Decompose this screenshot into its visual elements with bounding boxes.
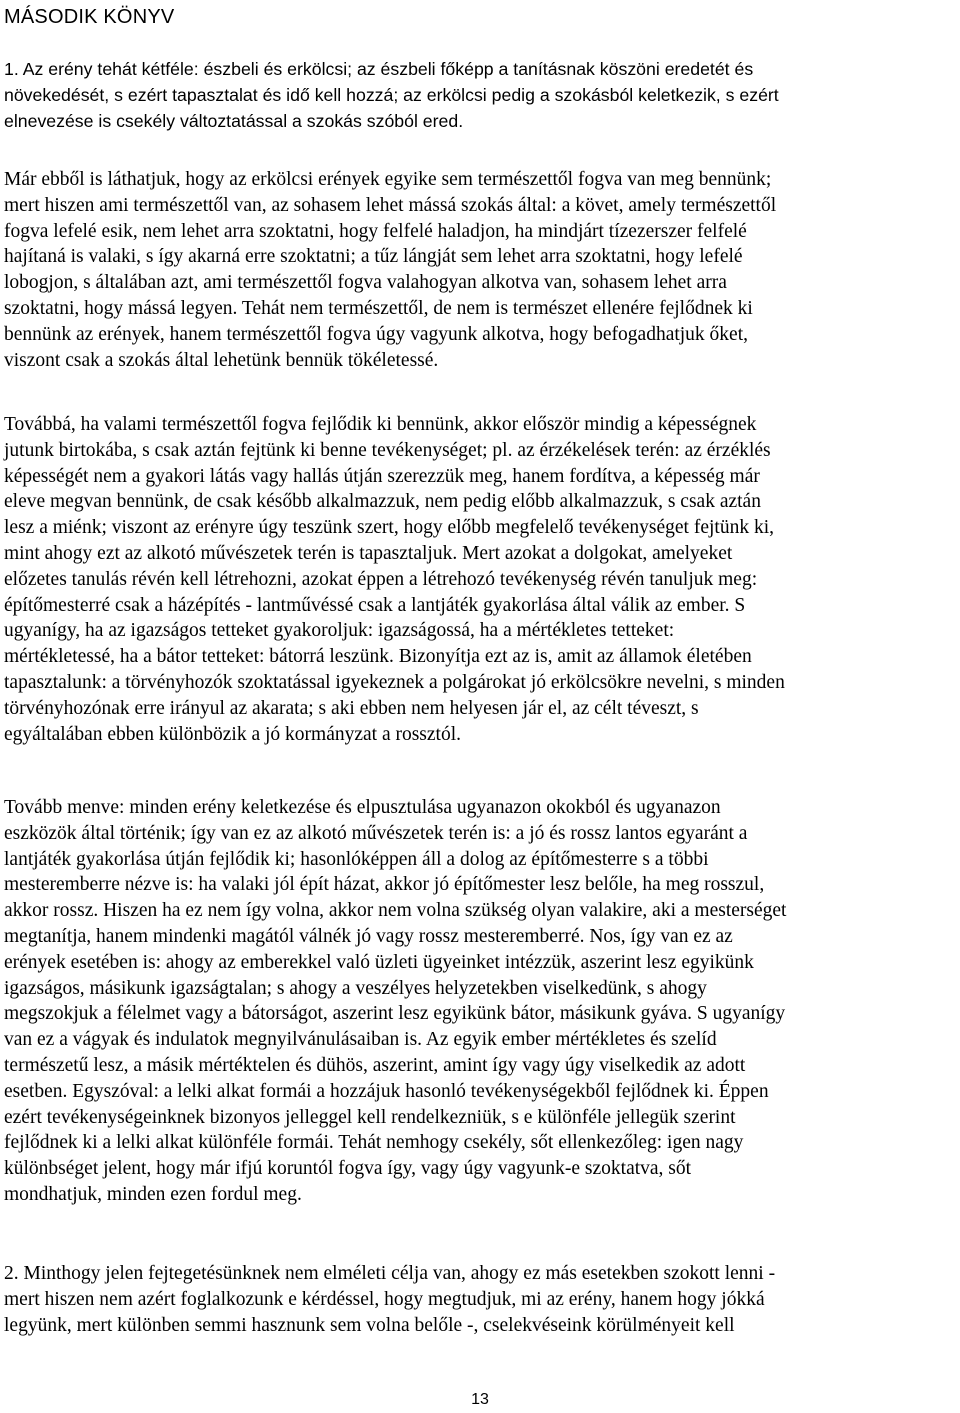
text-line: építőmesterré csak a házépítés - lantművéssé csak a lantjáték gyakorlása által válik az ember. S [4,594,746,616]
page-number: 13 [471,1391,489,1408]
paragraph-3 [4,412,785,747]
text-line: mert hiszen nem azért foglalkozunk e kérdéssel, hogy megtudjuk, mi az erény, hanem hogy jókká [4,1288,765,1310]
paragraph-5 [4,1261,775,1338]
text-line: bennünk az erények, hanem természettől fogva úgy vagyunk alkotva, hogy befogadhatjuk őket, [4,323,749,345]
text-line: Már ebből is láthatjuk, hogy az erkölcsi erények egyike sem természettől fogva van meg bennünk; [4,169,772,190]
text-line: fogva lefelé esik, nem lehet arra szoktatni, hogy felfelé haladjon, ha mindjárt tízezerszer felfelé [4,220,747,242]
text-line: van ez a vágyak és indulatok megnyilvánulásaiban is. Az egyik ember mértékletes és szelíd [4,1029,717,1051]
text-line: egyáltalában ebben különbözik a jó kormányzat a rossztól. [4,723,462,745]
text-line: igazságos, másikunk igazságtalan; s ahogy a veszélyes helyzetekben viselkedünk, s ahogy [4,977,707,999]
text-line: mesteremberre nézve is: ha valaki jól épít házat, akkor jó építőmester lesz belőle, ha meg rosszul, [4,874,765,896]
text-line: erények esetében is: ahogy az emberekkel való üzleti ügyeinket intézzük, aszerint lesz egyikünk [4,951,754,973]
text-line: természetű lesz, a másik mértéktelen és dühös, aszerint, amint így vagy úgy viselkedik az adott [4,1054,746,1076]
paragraph-2 [4,167,776,373]
text-line: különbséget jelent, hogy már ifjú koruntól fogva így, vagy úgy vagyunk-e szoktatva, sőt [4,1158,692,1180]
text-line: tapasztalunk: a törvényhozók szoktatással igyekeznek a polgárokat jó erkölcsökre nevelni, s minden [4,671,785,693]
text-line: ugyanígy, ha az igazságos tetteket gyakoroljuk: igazságossá, ha a mértékletes tetteket: [4,620,675,642]
text-line: előzetes tanulás révén kell létrehozni, azokat éppen a létrehozó tevékenység révén tanuljuk meg: [4,568,758,590]
text-line: fejlődnek ki a lelki alkat különféle formái. Tehát nemhogy csekély, sőt ellenkezőleg: igen nagy [4,1132,744,1154]
text-line: mint ahogy ezt az alkotó művészetek terén is tapasztaljuk. Mert azokat a dolgokat, amelyeket [4,542,733,564]
text-line: legyünk, mert különben semmi hasznunk sem volna belőle -, cselekvéseink körülményeit kell [4,1314,735,1336]
paragraph-4 [4,795,786,1208]
text-line: megtanítja, hanem mindenki magától válnék jó vagy rossz mesteremberré. Nos, így van ez az [4,925,733,947]
text-line: növekedését, s ezért tapasztalat és idő kell hozzá; az erkölcsi pedig a szokásból keletkezik, s ezért [4,84,779,105]
text-line: törvényhozónak erre irányul az akarata; s aki ebben nem helyesen jár el, az célt téveszt, s [4,697,699,719]
text-line: elnevezése is csekély változtatással a szokás szóból ered. [4,110,464,131]
text-line: lesz a miénk; viszont az erényre úgy teszünk szert, hogy előbb megfelelő tevékenységet fejtünk ki, [4,517,774,539]
text-line: mértékletessé, ha a bátor tetteket: bátorrá leszünk. Bizonyítja ezt az is, amit az államok életében [4,646,752,668]
text-line: Továbbá, ha valami természettől fogva fejlődik ki bennünk, akkor először mindig a képességnek [4,414,757,435]
text-line: eszközök által történik; így van ez az alkotó művészetek terén is: a jó és rossz lantos egyaránt a [4,822,748,844]
text-line: Tovább menve: minden erény keletkezése és elpusztulása ugyanazon okokból és ugyanazon [4,797,721,818]
book-heading: MÁSODIK KÖNYV [4,6,175,28]
text-line: hajítaná is valaki, s így akarná erre szoktatni; a tűz lángját sem lehet arra szoktatni, hogy lefelé [4,246,743,268]
text-line: viszont csak a szokás által lehetünk bennük tökéletessé. [4,349,439,371]
text-line: lantjáték gyakorlása útján fejlődik ki; hasonlóképpen áll a dolog az építőmesterre s a többi [4,848,709,870]
text-line: esetben. Egyszóval: a lelki alkat formái a hozzájuk hasonló tevékenységekből fejlődnek ki. Éppen [4,1080,769,1102]
text-line: 2. Minthogy jelen fejtegetésünknek nem elméleti célja van, ahogy ez más esetekben szokott lenni - [4,1263,776,1284]
paragraph-1 [4,57,779,134]
text-line: mondhatjuk, minden ezen fordul meg. [4,1183,302,1205]
text-line: képességét nem a gyakori látás vagy hallás útján szerezzük meg, hanem fordítva, a képesség már [4,465,760,487]
text-line: akkor rossz. Hiszen ha ez nem így volna, akkor nem volna szükség olyan valakire, aki a mesterséget [4,900,787,922]
text-line: jutunk birtokába, s csak aztán fejtünk ki benne tevékenységet; pl. az érzékelések terén: az érzéklés [4,439,771,461]
text-line: mert hiszen ami természettől van, az sohasem lehet mássá szokás által: a követ, amely természettől [4,194,777,216]
text-line: 1. Az erény tehát kétféle: észbeli és erkölcsi; az észbeli főképp a tanításnak köszöni eredetét és [4,59,754,79]
text-line: lobogjon, s általában azt, ami természettől fogva valahogyan alkotva van, sohasem lehet arra [4,272,727,294]
text-line: eleve megvan bennünk, de csak később alkalmazzuk, nem pedig előbb alkalmazzuk, s csak aztán [4,491,761,513]
text-line: szoktatni, hogy mássá legyen. Tehát nem természettől, de nem is természet ellenére fejlődnek ki [4,297,753,319]
text-line: megszokjuk a félelmet vagy a bátorságot, aszerint lesz egyikünk bátor, másikunk gyáva. S ugyanígy [4,1003,786,1025]
text-line: ezért tevékenységeinknek bizonyos jelleggel kell rendelkezniük, s e különféle jellegük szerint [4,1106,736,1128]
